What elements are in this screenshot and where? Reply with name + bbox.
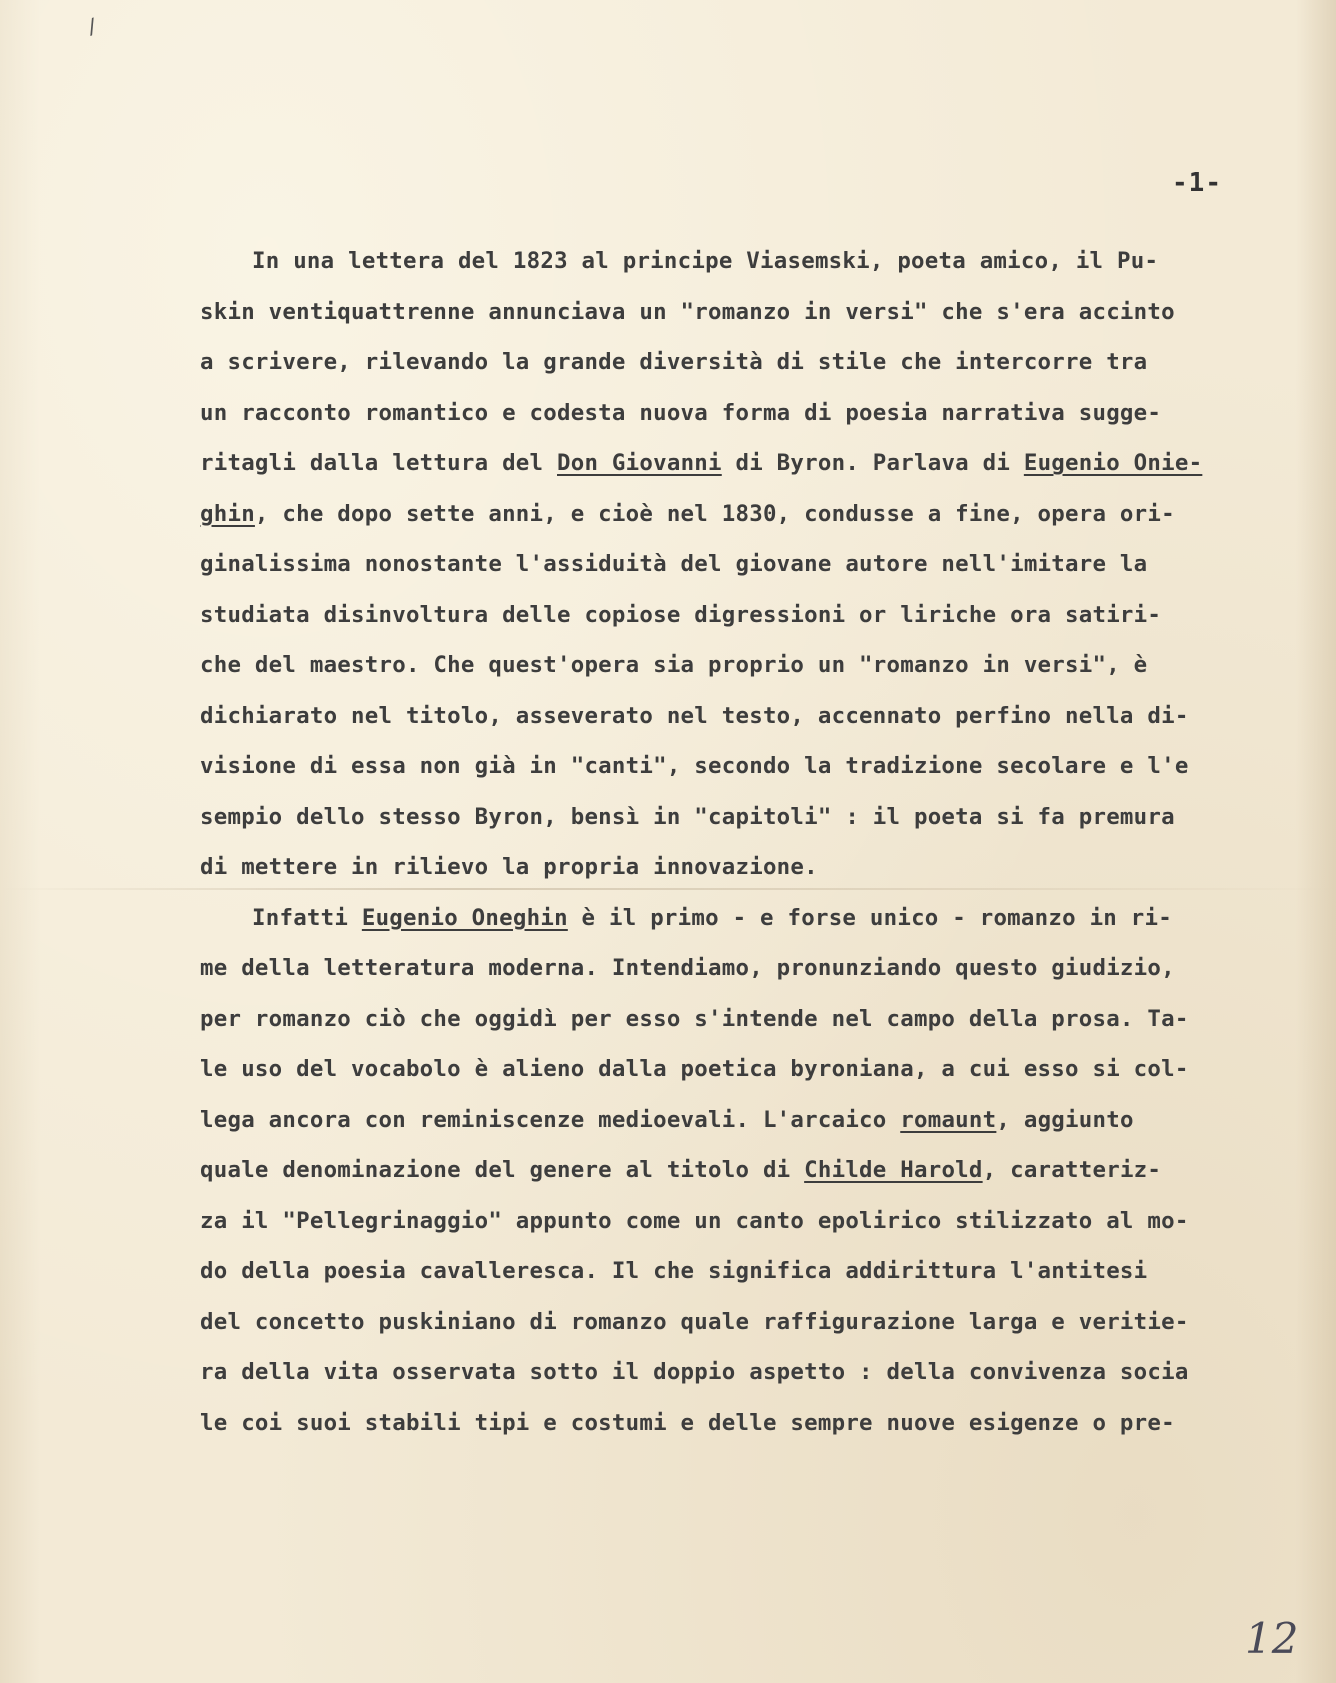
text-line: Infatti Eugenio Oneghin è il primo - e forse unico - romanzo in ri- — [252, 904, 1172, 931]
text-line: dichiarato nel titolo, asseverato nel testo, accennato perfino nella di- — [200, 702, 1189, 729]
text-line: ghin, che dopo sette anni, e cioè nel 1830, condusse a fine, opera ori- — [200, 500, 1175, 527]
handwritten-folio-number: 12 — [1245, 1614, 1299, 1663]
text-line: ritagli dalla lettura del Don Giovanni di Byron. Parlava di Eugenio Onie- — [200, 450, 1203, 476]
typewritten-text — [200, 236, 1290, 1448]
text-line: per romanzo ciò che oggidì per esso s'intende nel campo della prosa. Ta- — [200, 1005, 1189, 1032]
corner-pencil-mark: / — [82, 12, 102, 40]
text-line: In una lettera del 1823 al principe Viasemski, poeta amico, il Pu- — [252, 248, 1159, 274]
paragraph-1 — [200, 236, 1290, 893]
text-line: un racconto romantico e codesta nuova forma di poesia narrativa sugge- — [200, 399, 1162, 426]
text-line: lega ancora con reminiscenze medioevali. L'arcaico romaunt, aggiunto — [200, 1106, 1134, 1133]
page-number: -1- — [1172, 168, 1222, 198]
text-line: ginalissima nonostante l'assiduità del giovane autore nell'imitare la — [200, 551, 1148, 577]
text-line: di mettere in rilievo la propria innovazione. — [200, 854, 818, 880]
text-line: me della letteratura moderna. Intendiamo, pronunziando questo giudizio, — [200, 955, 1175, 981]
text-line: quale denominazione del genere al titolo di Childe Harold, caratteriz- — [200, 1157, 1162, 1183]
text-line: do della poesia cavalleresca. Il che significa addirittura l'antitesi — [200, 1258, 1148, 1284]
text-line: che del maestro. Che quest'opera sia proprio un "romanzo in versi", è — [200, 652, 1148, 678]
text-line: le coi suoi stabili tipi e costumi e delle sempre nuove esigenze o pre- — [200, 1409, 1175, 1436]
text-line: skin ventiquattrenne annunciava un "romanzo in versi" che s'era accinto — [200, 298, 1175, 325]
text-line: le uso del vocabolo è alieno dalla poetica byroniana, a cui esso si col- — [200, 1056, 1189, 1082]
text-line: a scrivere, rilevando la grande diversità di stile che intercorre tra — [200, 349, 1148, 375]
text-line: sempio dello stesso Byron, bensì in "capitoli" : il poeta si fa premura — [200, 803, 1175, 830]
text-line: za il "Pellegrinaggio" appunto come un canto epolirico stilizzato al mo- — [200, 1207, 1189, 1234]
text-line: studiata disinvoltura delle copiose digressioni or liriche ora satiri- — [200, 601, 1162, 628]
text-line: del concetto puskiniano di romanzo quale raffigurazione larga e veritie- — [200, 1308, 1189, 1335]
text-line: ra della vita osservata sotto il doppio aspetto : della convivenza socia — [200, 1359, 1189, 1385]
text-line: visione di essa non già in "canti", secondo la tradizione secolare e l'e — [200, 753, 1189, 779]
paragraph-2 — [200, 893, 1290, 1449]
